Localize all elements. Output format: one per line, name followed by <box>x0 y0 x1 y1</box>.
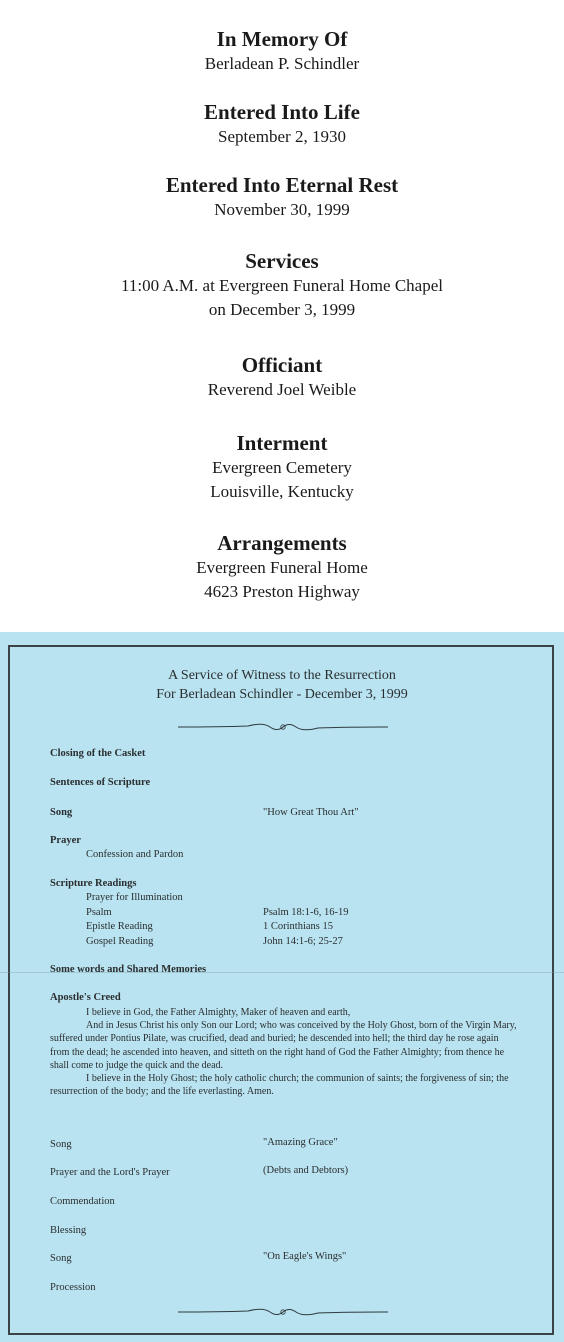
apostles-creed-text <box>50 1006 520 1098</box>
commendation: Commendation <box>50 1196 115 1207</box>
services-section <box>0 248 564 322</box>
interment-heading: Interment <box>236 431 328 455</box>
gospel-reference: John 14:1-6; 25-27 <box>263 936 343 947</box>
apostles-creed-label: Apostle's Creed <box>50 992 121 1003</box>
prayer-for-illumination: Prayer for Illumination <box>86 892 183 903</box>
obituary-card <box>0 0 564 630</box>
scripture-readings-label: Scripture Readings <box>50 878 137 889</box>
song-3-title: "On Eagle's Wings" <box>263 1251 347 1262</box>
blessing: Blessing <box>50 1225 87 1236</box>
program-title <box>0 666 564 704</box>
deceased-name: Berladean P. Schindler <box>204 54 360 73</box>
song-2-label: Song <box>50 1139 72 1150</box>
program-title-line2: For Berladean Schindler - December 3, 1999 <box>156 687 408 702</box>
death-date: November 30, 1999 <box>214 200 350 219</box>
ornament-divider-top <box>178 720 388 734</box>
sentences-of-scripture: Sentences of Scripture <box>50 777 151 788</box>
creed-paragraph-3: I believe in the Holy Ghost; the holy catholic church; the communion of saints; the forgiveness of sin; the resurrection of the body; and the life everlasting. Amen. <box>50 1073 509 1098</box>
arrangements-address: 4623 Preston Highway <box>204 582 360 601</box>
shared-memories: Some words and Shared Memories <box>50 964 207 975</box>
arrangements-home: Evergreen Funeral Home <box>196 558 368 577</box>
lords-prayer-label: Prayer and the Lord's Prayer <box>50 1167 170 1178</box>
birth-heading: Entered Into Life <box>204 100 360 124</box>
creed-paragraph-2: And in Jesus Christ his only Son our Lord; who was conceived by the Holy Ghost, born of the Virgin Mary, suffered under Pontius Pilate, was crucified, dead and buried; he descended into hell; the third day he rose again from the dead; he ascended into heaven, and sitteth on the right hand of God the Father Almighty; from thence he shall come to judge the quick and the dead. <box>50 1020 517 1071</box>
service-program <box>0 632 564 1342</box>
psalm-reference: Psalm 18:1-6, 16-19 <box>263 907 349 918</box>
death-heading: Entered Into Eternal Rest <box>165 173 399 197</box>
memory-section <box>0 26 564 76</box>
interment-city: Louisville, Kentucky <box>210 482 354 501</box>
birth-section <box>0 99 564 149</box>
interment-place: Evergreen Cemetery <box>212 458 352 477</box>
song-1-label: Song <box>50 807 73 818</box>
lords-prayer-note: (Debts and Debtors) <box>263 1165 349 1176</box>
psalm-label: Psalm <box>86 907 112 918</box>
procession: Procession <box>50 1282 96 1293</box>
services-time: 11:00 A.M. at Evergreen Funeral Home Chapel <box>121 276 443 295</box>
song-2-title: "Amazing Grace" <box>263 1137 338 1148</box>
services-heading: Services <box>245 249 319 273</box>
arrangements-section <box>0 530 564 604</box>
gospel-label: Gospel Reading <box>86 936 154 947</box>
arrangements-heading: Arrangements <box>217 531 347 555</box>
song-3-label: Song <box>50 1253 72 1264</box>
song-1-title: "How Great Thou Art" <box>263 807 359 818</box>
officiant-heading: Officiant <box>241 353 323 377</box>
interment-section <box>0 430 564 504</box>
confession-and-pardon: Confession and Pardon <box>86 849 184 860</box>
prayer-label: Prayer <box>50 835 81 846</box>
officiant-section <box>0 352 564 402</box>
epistle-label: Epistle Reading <box>86 921 153 932</box>
ornament-divider-bottom <box>178 1305 388 1319</box>
services-date: on December 3, 1999 <box>208 300 356 319</box>
creed-paragraph-1: I believe in God, the Father Almighty, Maker of heaven and earth, <box>86 1007 351 1018</box>
death-section <box>0 172 564 222</box>
closing-casket: Closing of the Casket <box>50 748 146 759</box>
officiant-name: Reverend Joel Weible <box>207 380 357 399</box>
epistle-reference: 1 Corinthians 15 <box>263 921 333 932</box>
program-title-line1: A Service of Witness to the Resurrection <box>168 668 396 683</box>
memory-heading: In Memory Of <box>216 27 348 51</box>
birth-date: September 2, 1930 <box>218 127 346 146</box>
